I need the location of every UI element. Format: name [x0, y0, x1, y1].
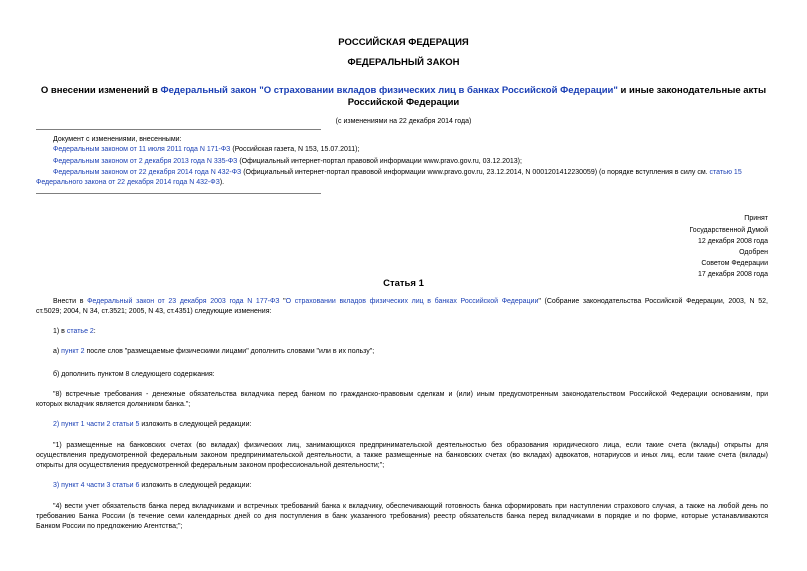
- bottom-divider: [36, 193, 321, 194]
- article-intro: Внести в Федеральный закон от 23 декабря 2003 года N 177-ФЗ "О страховании вкладов физических лиц в банках Российской Федерации" (Собрание законодательства Российской Федерации, 2003, N 52,: [53, 298, 768, 305]
- amendment-link[interactable]: Федерального закона от 22 декабря 2014 года N 432-ФЗ: [36, 179, 220, 186]
- quote-4-line2: требованию Банка России (в течение семи календарных дней со дня поступления в банк указанного требования) реестр обязательств банка перед вкладчиками в порядке и по форме, которые устанавливаются: [36, 513, 768, 520]
- quote-4-line1: "4) вести учет обязательств банка перед вкладчиками и встречных требований банка к вкладчику, обеспечивающий готовность банка сформировать при наступлении страхового случая, а также на любой день по: [53, 503, 768, 510]
- law-title-line2: Российской Федерации: [347, 97, 460, 108]
- amendment-item: Федеральным законом от 11 июля 2011 года N 171-ФЗ (Российская газета, N 153, 15.07.2011);: [53, 146, 360, 153]
- amendment-item: Федеральным законом от 22 декабря 2014 года N 432-ФЗ (Официальный интернет-портал правовой информации www.pravo.gov.ru, 23.12.2014, N 0001201412230059) (о порядке вступления в силу см. статью 15: [53, 169, 742, 176]
- law-title: [0, 85, 807, 97]
- quote-8-line1: "8) встречные требования - денежные обязательства вкладчика перед банком по гражданско-правовым сделкам и (или) иным предусмотренным законодательством Российской Федерации основаниям, при: [53, 391, 768, 398]
- amendments-intro: Документ с изменениями, внесенными:: [53, 136, 182, 143]
- approved-label: Одобрен: [739, 249, 768, 256]
- article-15-link[interactable]: статью 15: [709, 169, 742, 176]
- quote-4-line3: Банком России по предложению Агентства;";: [36, 523, 183, 530]
- adopted-date: 12 декабря 2008 года: [697, 238, 768, 245]
- amendment-link[interactable]: Федеральным законом от 11 июля 2011 года N 171-ФЗ: [53, 146, 231, 153]
- adopted-by: Государственной Думой: [689, 227, 768, 234]
- article-6-link[interactable]: 3) пункт 4 части 3 статьи 6: [53, 482, 140, 489]
- title-law-link[interactable]: Федеральный закон "О страховании вкладов физических лиц в банках Российской Федерации": [160, 85, 618, 96]
- item-3: 3) пункт 4 части 3 статьи 6 изложить в следующей редакции:: [53, 482, 252, 489]
- amendment-link[interactable]: Федеральным законом от 22 декабря 2014 года N 432-ФЗ: [53, 169, 242, 176]
- article-intro-cont: ст.5029; 2004, N 34, ст.3521; 2005, N 43, ст.4351) следующие изменения:: [36, 308, 272, 315]
- quote-8-line2: которых вкладчик является должником банка.";: [36, 401, 191, 408]
- fz-177-title-link[interactable]: О страховании вкладов физических лиц в банках Российской Федерации: [285, 298, 539, 305]
- approved-date: 17 декабря 2008 года: [697, 271, 768, 278]
- country-heading: РОССИЙСКАЯ ФЕДЕРАЦИЯ: [338, 37, 469, 48]
- quote-1-line3: открыты для осуществления предусмотренной федеральным законом профессиональной деятельности;";: [36, 462, 385, 469]
- adopted-label: Принят: [744, 215, 768, 222]
- title-suffix: и иные законодательные акты: [617, 85, 767, 96]
- item-b: б) дополнить пунктом 8 следующего содержания:: [53, 371, 215, 378]
- amendment-link[interactable]: Федеральным законом от 2 декабря 2013 года N 335-ФЗ: [53, 158, 238, 165]
- point-2-link[interactable]: пункт 2: [61, 348, 85, 355]
- title-prefix: О внесении изменений в: [40, 85, 161, 96]
- article-heading: Статья 1: [383, 278, 424, 289]
- amendment-item-cont: Федерального закона от 22 декабря 2014 года N 432-ФЗ).: [36, 179, 225, 186]
- article-2-link[interactable]: статье 2: [66, 328, 94, 335]
- item-a: а) пункт 2 после слов "размещаемые физическими лицами" дополнить словами "или в их пользу";: [53, 348, 375, 355]
- quote-1-line2: осуществления предусмотренной федеральным законом предпринимательской деятельности, а также размещенные на банковских счетах (во вкладах) адвокатов, нотариусов и иных лиц, если такие счета (вклады): [36, 452, 768, 459]
- fz-177-link[interactable]: Федеральный закон от 23 декабря 2003 года N 177-ФЗ: [87, 298, 280, 305]
- edition-note: (с изменениями на 22 декабря 2014 года): [335, 118, 472, 125]
- item-2: 2) пункт 1 части 2 статьи 5 изложить в следующей редакции:: [53, 421, 252, 428]
- article-5-link[interactable]: 2) пункт 1 части 2 статьи 5: [53, 421, 140, 428]
- approved-by: Советом Федерации: [701, 260, 768, 267]
- item-1: 1) в статье 2:: [53, 328, 96, 335]
- amendment-item: Федеральным законом от 2 декабря 2013 года N 335-ФЗ (Официальный интернет-портал правовой информации www.pravo.gov.ru, 03.12.2013);: [53, 158, 522, 165]
- law-type-heading: ФЕДЕРАЛЬНЫЙ ЗАКОН: [347, 57, 460, 68]
- top-divider: [36, 129, 321, 130]
- quote-1-line1: "1) размещенные на банковских счетах (во вкладах) физических лиц, занимающихся предпринимательской деятельностью без образования юридического лица, если такие счета (вклады) открыты для: [53, 442, 768, 449]
